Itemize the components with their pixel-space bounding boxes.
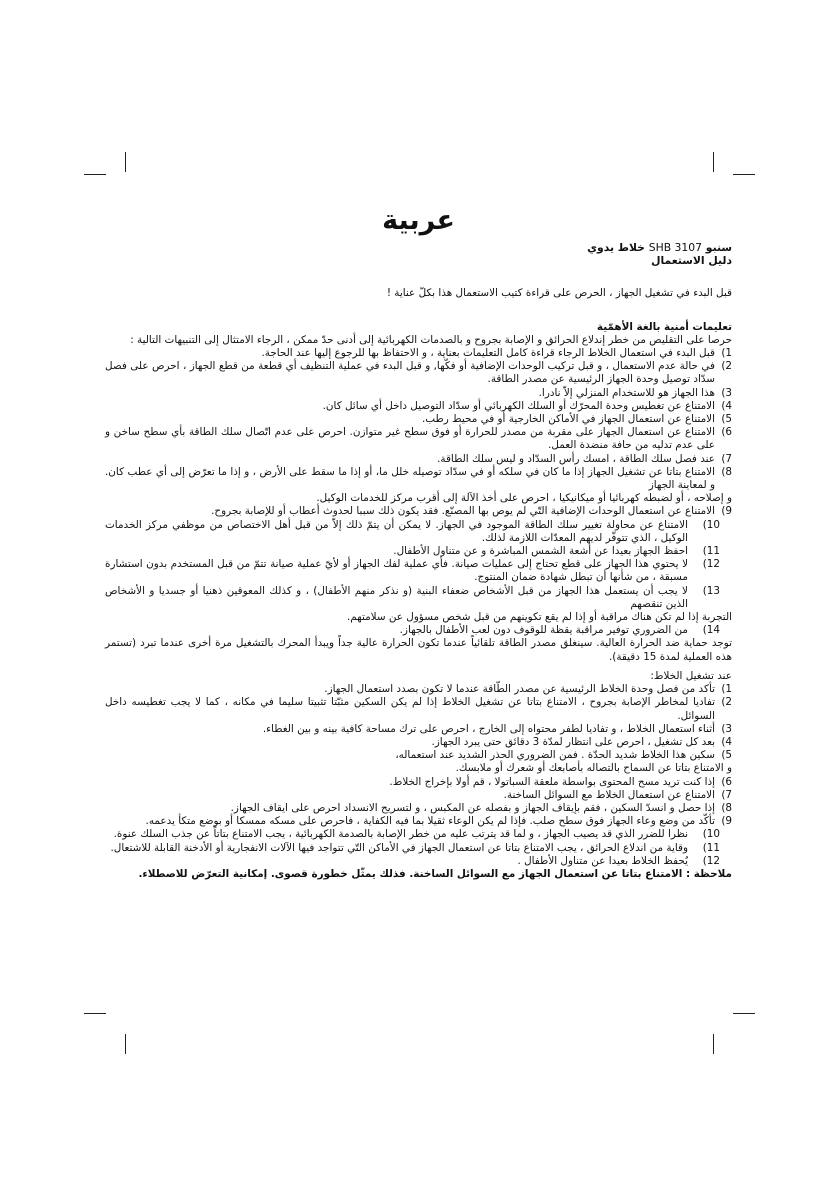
- list-item: 4) بعد كل تشغيل ، احرص على انتظار لمدّة 3 دقائق حتى يبرد الجهاز.: [431, 735, 732, 748]
- crop-mark-bottom-right: [713, 1034, 714, 1054]
- list-item: 14) من الضروري توفير مراقبة يقظة للوقوف دون لعب الأطفال بالجهاز.: [399, 624, 720, 637]
- list-item: 9) تأكّد من وضع وعاء الجهاز فوق سطح صلب. فإذا لم يكن الوعاء ثقيلا بما فيه الكفاية ، فاحرص على مسكه ممسكا أو بوضع متكأ يدعمه.: [145, 815, 732, 828]
- list-item: 9) الامتناع عن استعمال الوحدات الإضافية التّي لم يوص بها المصنّع. فقد يكون ذلك سببا لحدوث أعطاب أو للإصابة بجروح.: [211, 505, 732, 518]
- crop-mark-top-left: [125, 152, 126, 172]
- list-item: 12) لا يحتوي هذا الجهاز على قطع تحتاج إلى عمليات صيانة. فأي عملية لفك الجهاز أو لأيّ عملية صيانة تتمّ من قبل المستخدم بدون استشارة مسبقة ، من شأنها أن تبطل شهادة ضمان المنتوج.: [105, 558, 720, 584]
- list-item: 5) الامتناع عن استعمال الجهاز في الأماكن الخارجية أو في محيط رطب.: [421, 413, 732, 426]
- safety-list-part2: [105, 519, 732, 611]
- safety-aside-8: و إصلاحه ، أو لضبطه كهربائيا أو ميكانيكيا ، احرص على أخذ الآلة إلى أقرب مركز للخدمات الوكيل.: [316, 492, 732, 505]
- list-item: 7) عند فصل سلك الطاقة ، امسك رأس السدّاد و ليس سلك الطاقة.: [437, 452, 732, 465]
- list-item: 1) قبل البدء في استعمال الخلاط الرجاء قراءة كامل التعليمات بعناية ، و الاحتفاظ بها للرجوع إليها عند الحاجة.: [261, 347, 732, 360]
- list-item: 13) لا يجب أن يستعمل هذا الجهاز من قبل الأشخاص ضعفاء البنية (و نذكر منهم الأطفال) ، و كذلك المعوقين ذهنيا أو جسديا و الأشخاص الذين تنقصهم: [105, 584, 720, 610]
- operation-list-part1: [105, 683, 732, 762]
- crop-mark-bottom-left: [125, 1034, 126, 1054]
- crop-mark-top-right: [713, 152, 714, 172]
- safety-lead: حرصا على التقليص من خطر إندلاع الحرائق و الإصابة بجروح و بالصدمات الكهربائية إلى أدنى حدّ ممكن ، الرجاء الامتثال إلى التنبيهات التالية :: [130, 333, 732, 346]
- safety-list-part1: [105, 347, 732, 492]
- document-page: [105, 205, 732, 881]
- page-title: عربية: [382, 205, 455, 236]
- product-brand: سنبو: [705, 241, 732, 254]
- list-item: 3) أثناء استعمال الخلاط ، و تفاديا لطفر محتواه إلى الخارج ، احرص على ترك مساحة كافية بينه و بين الغطاء.: [262, 722, 732, 735]
- crop-mark-top-left-h: [84, 174, 106, 175]
- list-item: 4) الامتناع عن تغطيس وحدة المحرّك أو السلك الكهربائي أو سدّاد التوصيل داخل أي سائل كان.: [322, 399, 732, 412]
- manual-label: دليل الاستعمال: [651, 254, 732, 268]
- list-item: 3) هذا الجهاز هو للاستخدام المنزلي إلاّ نادرا.: [538, 386, 732, 399]
- list-item: 12) يُحفظ الخلاط بعيدا عن متناول الأطفال .: [517, 854, 720, 867]
- safety-heading: تعليمات أمنية بالغة الأهمّية: [596, 320, 732, 333]
- list-item: 7) الامتناع عن استعمال الخلاط مع السوائل الساخنة.: [503, 788, 732, 801]
- operation-heading: عند تشغيل الخلاط:: [650, 669, 732, 682]
- intro-text: قبل البدء في تشغيل الجهاز ، الحرص على قراءة كتيب الاستعمال هذا بكلّ عناية !: [386, 287, 732, 300]
- hot-liquids-note: ملاحظة : الامتناع بتاتا عن استعمال الجهاز مع السوائل الساخنة. فذلك يمثّل خطورة قصوى. إمكانية التعرّض للاصطلاء.: [138, 867, 732, 880]
- product-type: خلاط يدوي: [587, 241, 645, 254]
- crop-mark-top-right-h: [733, 174, 755, 175]
- product-model: SHB 3107: [648, 241, 703, 254]
- list-item: 6) إذا كنت تريد مسح المحتوى بواسطة ملعقة السباتولا ، قم أولا بإخراج الخلاط.: [389, 775, 732, 788]
- list-item: 8) إذا حصل و انسدّ السكين ، فقم بإيقاف الجهاز و بفصله عن المكبس ، و لتسريح الانسداد احرص على ايقاف الجهاز.: [230, 801, 732, 814]
- thermal-protection-text: توجد حماية ضد الحرارة العالية. سينغلق مصدر الطاقة تلقائياً عندما تكون الحرارة عالية جداً ويبدأ المحرك بالتشغيل مرة أخرى عندما تبرد (تستمر هذه العملية لمدة 15 دقيقة).: [105, 637, 732, 663]
- operation-aside-5: و الامتناع بتاتا عن السماح بالتصاله بأصابعك أو شعرك أو ملابسك.: [455, 762, 732, 775]
- crop-mark-bottom-left-h: [84, 1013, 106, 1014]
- list-item: 8) الامتناع بتاتا عن تشغيل الجهاز إذا ما كان في سلكه أو في سدّاد توصيله خلل ما، أو إذا ما سقط على الأرض ، و إذا ما تعرّض إلى أي عطب كان. و لمعاينة الجهاز: [105, 465, 732, 492]
- list-item: 11) احفظ الجهاز بعيدا عن أشعة الشمس المباشرة و عن متناول الأطفال.: [393, 545, 720, 558]
- list-item: 10) الامتناع عن محاولة تغيير سلك الطاقة الموجود في الجهاز. لا يمكن أن يتمّ ذلك إلاّ من قبل أهل الاختصاص من موظفي مركز الخدمات الوكيل ، الذي تتوفّر لديهم المعدّات اللازمة لذلك.: [105, 518, 720, 544]
- operation-list-part3: [105, 828, 732, 868]
- product-line: [105, 241, 732, 254]
- list-item: 1) تأكد من فصل وحدة الخلاط الرئيسية عن مصدر الطّاقة عندما لا تكون بصدد استعمال الجهاز.: [324, 683, 732, 696]
- list-item: 5) سكين هذا الخلاط شديد الحدّة . فمن الضروري الحذر الشديد عند استعماله،: [395, 749, 732, 762]
- crop-mark-bottom-right-h: [733, 1013, 755, 1014]
- list-item: 2) تفاديا لمخاطر الإصابة بجروح ، الامتناع بتاتا عن تشغيل الخلاط إذا لم يكن السكين مثبّتا تثبيتا سليما في مكانه ، كما لا يجب تغطيسه داخل السوائل.: [105, 696, 732, 722]
- safety-aside-13: التجربة إذا لم تكن هناك مراقبة أو إذا لم يقع تكوينهم من قبل شخص مسؤول عن سلامتهم.: [346, 611, 732, 624]
- list-item: 6) الامتناع عن استعمال الجهاز على مقربة من مصدر للحرارة أو فوق سطح غير متوازن. احرص على عدم اتّصال سلك الطاقة بأي سطح ساخن و على عدم تدليه من حافة منضدة العمل.: [105, 426, 732, 452]
- list-item: 11) وقاية من اندلاع الحرائق ، يجب الامتناع بتاتا عن استعمال الجهاز في الأماكن التّي تتواجد فيها الآلات الانفجارية أو الأدخنة القابلة للاشتعال.: [110, 841, 720, 854]
- safety-list-item14: [105, 624, 732, 637]
- list-item: 10) نظرا للضرر الذي قد يصيب الجهاز ، و لما قد يترتب عليه من خطر الإصابة بالصدمة الكهربائية ، يجب الامتناع بتاتاً عن جذب السلك عنوة.: [113, 828, 720, 841]
- safety-list-item9: [105, 505, 732, 518]
- operation-list-part2: [105, 776, 732, 829]
- list-item: 2) في حالة عدم الاستعمال ، و قبل تركيب الوحدات الإضافية أو فكّها, و قبل البدء في عملية التنظيف أي قطعة من قطع الجهاز ، احرص على فصل سدّاد توصيل وحدة الجهاز الرئيسية عن مصدر الطاقة.: [105, 360, 732, 386]
